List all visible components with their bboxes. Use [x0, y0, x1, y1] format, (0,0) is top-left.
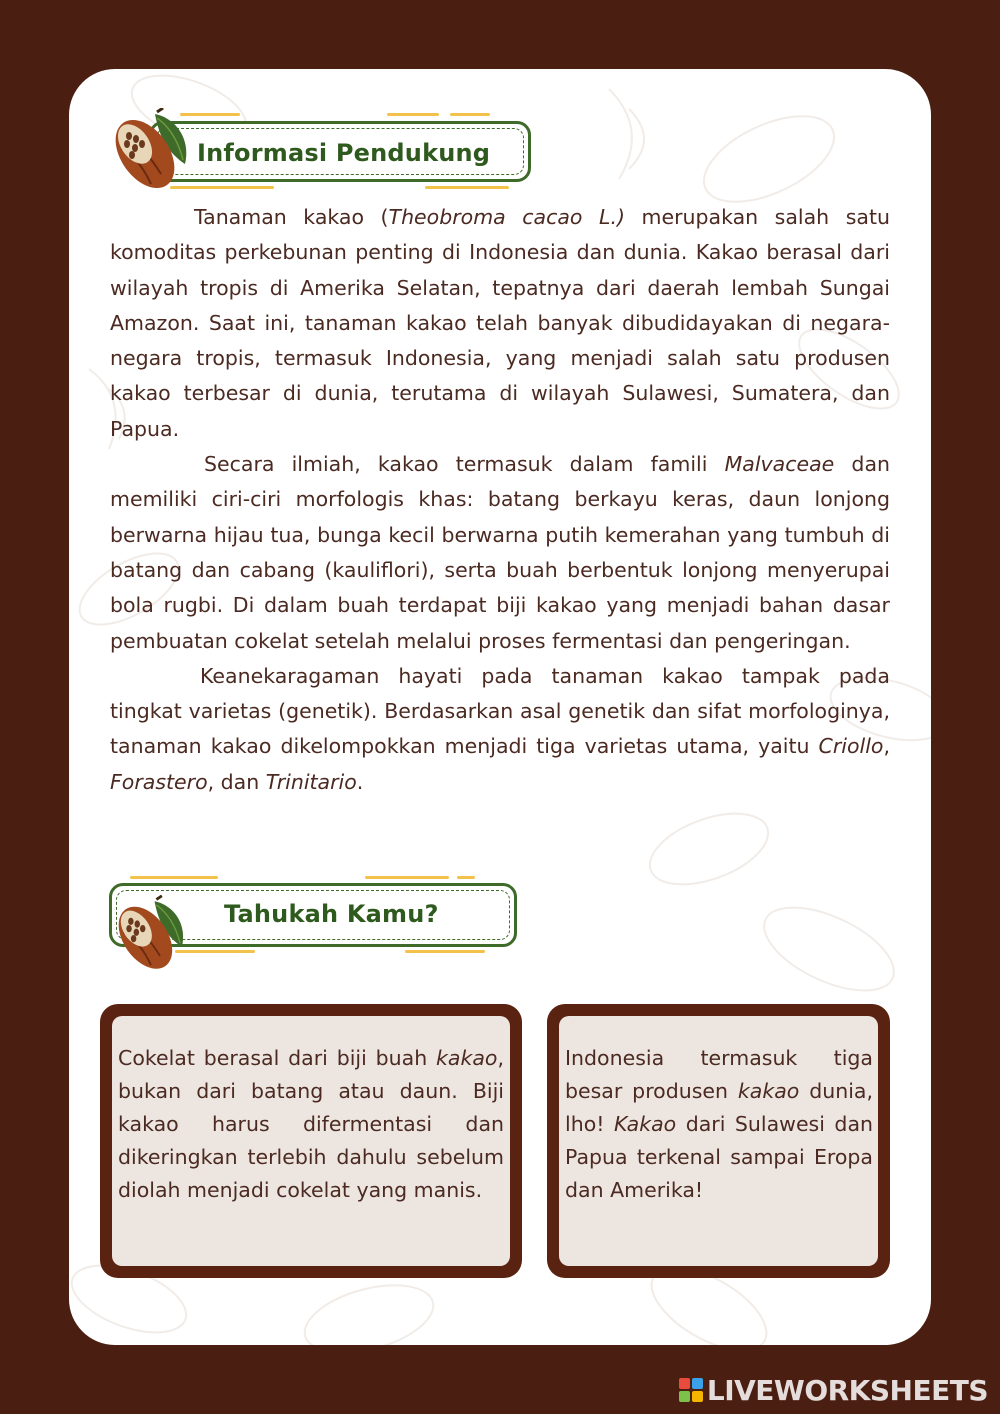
fact-card-left [100, 1004, 522, 1278]
paragraph-3: Keanekaragaman hayati pada tanaman kakao tampak pada tingkat varietas (genetik). Berdasarkan asal genetik dan sifat morfologinya, tanaman kakao dikelompokkan menjadi tiga varietas utama, yaitu Criollo, Forastero, dan Trinitario. [110, 663, 890, 794]
paragraph-1: Tanaman kakao (Theobroma cacao L.) merupakan salah satu komoditas perkebunan penting di Indonesia dan dunia. Kakao berasal dari wilayah tropis di Amerika Selatan, tepatnya dari daerah lembah Sungai Amazon. Saat ini, tanaman kakao telah banyak dibudidayakan di negara-negara tropis, termasuk Indonesia, yang menjadi salah satu produsen kakao terbesar di dunia, terutama di wilayah Sulawesi, Sumatera, dan Papua. [110, 205, 890, 441]
section-header-informasi [105, 108, 535, 194]
accent-line [425, 186, 509, 189]
accent-line [130, 876, 218, 879]
fact-text: Indonesia termasuk tiga besar produsen kakao dunia, lho! Kakao dari Sulawesi dan Papua terkenal sampai Eropa dan Amerika! [565, 1046, 873, 1202]
section-title: Informasi Pendukung [197, 139, 491, 167]
accent-line [457, 876, 475, 879]
section-header-tahukah [105, 870, 525, 960]
accent-line [450, 113, 490, 116]
paragraph-2: Secara ilmiah, kakao termasuk dalam famili Malvaceae dan memiliki ciri-ciri morfologis khas: batang berkayu keras, daun lonjong berwarna hijau tua, bunga kecil berwarna putih kemerahan yang tumbuh di batang dan cabang (kauliflori), serta buah berbentuk lonjong menyerupai bola rugbi. Di dalam buah terdapat biji kakao yang menjadi bahan dasar pembuatan cokelat setelah melalui proses fermentasi dan pengeringan. [110, 452, 890, 653]
fact-card-right [547, 1004, 890, 1278]
article-body [110, 200, 890, 800]
liveworksheets-logo[interactable] [679, 1374, 988, 1406]
cocoa-pod-icon [105, 108, 195, 194]
brand-wordmark: LIVEWORKSHEETS [706, 1373, 988, 1407]
accent-line [365, 876, 449, 879]
section-title: Tahukah Kamu? [224, 900, 439, 928]
accent-line [405, 950, 485, 953]
cocoa-pod-icon [109, 890, 191, 980]
accent-line [387, 113, 439, 116]
fact-text: Cokelat berasal dari biji buah kakao, bukan dari batang atau daun. Biji kakao harus difermentasi dan dikeringkan terlebih dahulu sebelum diolah menjadi cokelat yang manis. [118, 1046, 504, 1202]
logo-grid-icon [679, 1378, 703, 1402]
